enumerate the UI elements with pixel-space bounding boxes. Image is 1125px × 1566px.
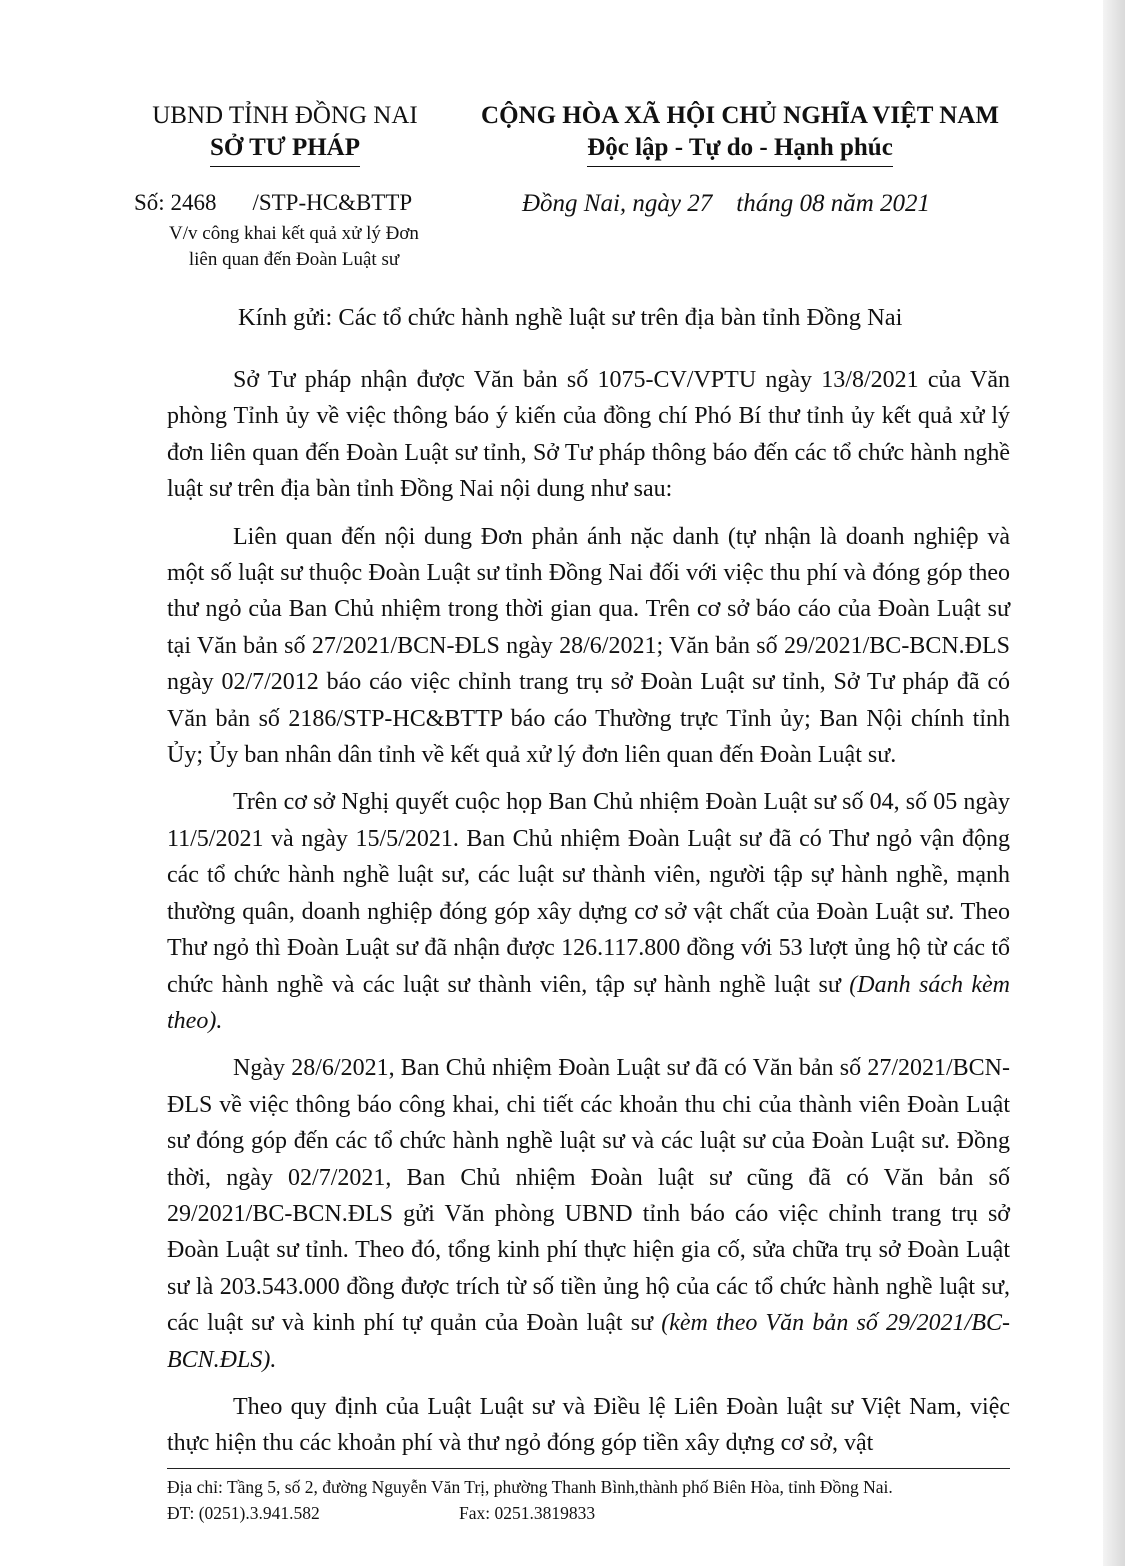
country-name: CỘNG HÒA XÃ HỘI CHỦ NGHĨA VIỆT NAM: [481, 102, 999, 129]
paragraph-4-text: Ngày 28/6/2021, Ban Chủ nhiệm Đoàn Luật sư đã có Văn bản số 27/2021/BCN-ĐLS về việc thông báo công khai, chi tiết các khoản thu chi của thành viên Đoàn Luật sư đóng góp đến các tổ chức hành nghề luật sư và các luật sư của Đoàn Luật sư. Đồng thời, ngày 02/7/2021, Ban Chủ nhiệm Đoàn luật sư cũng đã có Văn bản số 29/2021/BC-BCN.ĐLS gửi Văn phòng UBND tỉnh báo cáo việc chỉnh trang trụ sở Đoàn Luật sư tỉnh. Theo đó, tổng kinh phí thực hiện gia cố, sửa chữa trụ sở Đoàn Luật sư là 203.543.000 đồng được trích từ số tiền ủng hộ của các tổ chức hành nghề luật sư, các luật sư và kinh phí tự quản của Đoàn luật sư: [167, 1055, 1010, 1337]
paragraph-3-text: Trên cơ sở Nghị quyết cuộc họp Ban Chủ nhiệm Đoàn Luật sư số 04, số 05 ngày 11/5/2021 và ngày 15/5/2021. Ban Chủ nhiệm Đoàn Luật sư đã có Thư ngỏ vận động các tổ chức hành nghề luật sư, các luật sư thành viên, người tập sự hành nghề, mạnh thường quân, doanh nghiệp đóng góp xây dựng cơ sở vật chất của Đoàn Luật sư. Theo Thư ngỏ thì Đoàn Luật sư đã nhận được 126.117.800 đồng với 53 lượt ủng hộ từ các tổ chức hành nghề và các luật sư thành viên, tập sự hành nghề luật sư: [167, 789, 1010, 998]
number-value: 2468: [170, 190, 217, 215]
paragraph-3-attachment-note: (Danh sách kèm theo).: [167, 971, 1011, 1034]
footer-fax: Fax: 0251.3819833: [459, 1503, 596, 1523]
number-code: /STP-HC&BTTP: [252, 190, 413, 215]
document-number: [134, 189, 454, 217]
agency-parent: UBND TỈNH ĐỒNG NAI: [152, 102, 418, 129]
issuing-agency: [128, 100, 442, 167]
page-edge-shadow: [1103, 0, 1125, 1566]
issue-date: [522, 190, 930, 218]
paragraph-3: [167, 784, 1010, 1039]
footer-address: Địa chỉ: Tầng 5, số 2, đường Nguyễn Văn Trị, phường Thanh Bình,thành phố Biên Hòa, tỉnh Đồng Nai.: [167, 1477, 893, 1497]
footer-divider: [167, 1468, 1010, 1469]
number-label: Số:: [134, 190, 165, 215]
motto: Độc lập - Tự do - Hạnh phúc: [587, 132, 893, 167]
paragraph-4-attachment-note: (kèm theo Văn bản số 29/2021/BC-BCN.ĐLS).: [167, 1310, 1011, 1373]
paragraph-5: Theo quy định của Luật Luật sư và Điều lệ Liên Đoàn luật sư Việt Nam, việc thực hiện thu các khoản phí và thư ngỏ đóng góp tiền xây dựng cơ sở, vật: [167, 1393, 1010, 1457]
subject-line-1: V/v công khai kết quả xử lý Đơn: [169, 223, 419, 244]
document-body: [167, 362, 1010, 1473]
subject-line-2: liên quan đến Đoàn Luật sư: [188, 249, 400, 270]
date-suffix: tháng 08 năm 2021: [736, 190, 931, 217]
footer-phone: ĐT: (0251).3.941.582: [167, 1503, 320, 1523]
national-motto: [458, 100, 1022, 167]
document-subject: [134, 221, 454, 273]
paragraph-2: Liên quan đến nội dung Đơn phản ánh nặc danh (tự nhận là doanh nghiệp và một số luật sư thuộc Đoàn Luật sư tỉnh Đồng Nai đối với việc thu phí và đóng góp theo thư ngỏ của Ban Chủ nhiệm trong thời gian qua. Trên cơ sở báo cáo của Đoàn Luật sư tại Văn bản số 27/2021/BCN-ĐLS ngày 28/6/2021; Văn bản số 29/2021/BC-BCN.ĐLS ngày 02/7/2012 báo cáo việc chỉnh trang trụ sở Đoàn Luật sư tỉnh, Sở Tư pháp đã có Văn bản số 2186/STP-HC&BTTP báo cáo Thường trực Tỉnh ủy; Ban Nội chính tỉnh Ủy; Ủy ban nhân dân tỉnh về kết quả xử lý đơn liên quan đến Đoàn Luật sư.: [167, 523, 1010, 769]
agency-name: SỞ TƯ PHÁP: [210, 132, 360, 167]
footer: [167, 1474, 893, 1526]
recipient-line: Kính gửi: Các tổ chức hành nghề luật sư trên địa bàn tỉnh Đồng Nai: [238, 304, 903, 331]
date-prefix: Đồng Nai, ngày 27: [522, 190, 713, 217]
paragraph-1: Sở Tư pháp nhận được Văn bản số 1075-CV/VPTU ngày 13/8/2021 của Văn phòng Tỉnh ủy về việc thông báo ý kiến của đồng chí Phó Bí thư tỉnh ủy kết quả xử lý đơn liên quan đến Đoàn Luật sư tỉnh, Sở Tư pháp thông báo đến các tổ chức hành nghề luật sư trên địa bàn tỉnh Đồng Nai nội dung như sau:: [167, 367, 1010, 503]
paragraph-4: [167, 1050, 1010, 1378]
